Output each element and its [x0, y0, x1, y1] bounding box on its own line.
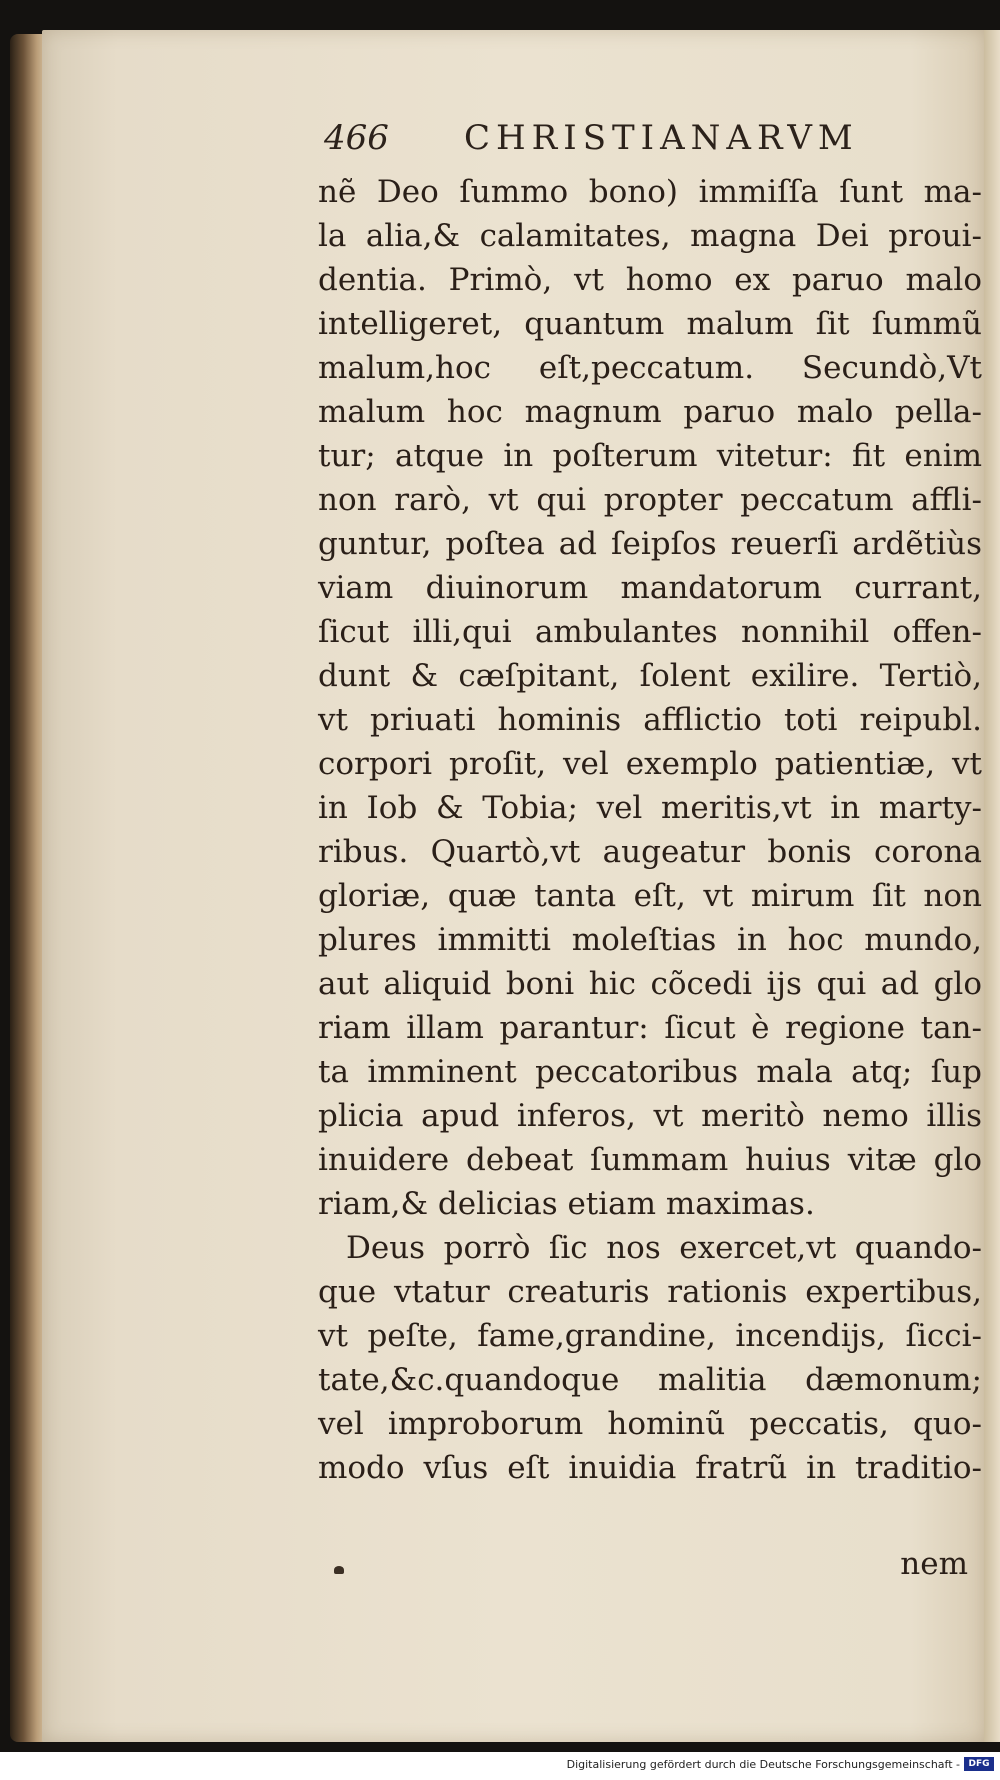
text-line: corpori proſit, vel exemplo patientiæ, vt	[318, 746, 982, 782]
text-line: malum hoc magnum paruo malo pella-	[318, 394, 982, 430]
text-line: plicia apud inferos, vt meritò nemo illis	[318, 1098, 982, 1134]
text-line: tate,&c.quandoque malitia dæmonum;	[318, 1362, 982, 1398]
text-line: ta imminent peccatoribus mala atq; ſup	[318, 1054, 982, 1090]
text-line: que vtatur creaturis rationis expertibus,	[318, 1274, 982, 1310]
text-line: vel improborum hominũ peccatis, quo-	[318, 1406, 982, 1442]
text-line: gloriæ, quæ tanta eſt, vt mirum ſit non	[318, 878, 982, 914]
printer-mark	[334, 1566, 344, 1574]
text-line: inuidere debeat ſummam huius vitæ glo	[318, 1142, 982, 1178]
text-line: riam,& delicias etiam maximas.	[318, 1186, 815, 1222]
text-line: Deus porrò ſic nos exercet,vt quando-	[346, 1230, 982, 1266]
text-line: ribus. Quartò,vt augeatur bonis corona	[318, 834, 982, 870]
page-number: 466	[324, 118, 389, 158]
body-text	[318, 170, 982, 1490]
page-header	[324, 118, 984, 166]
page-right-shadow	[984, 30, 1000, 1742]
text-line: aut aliquid boni hic cõcedi ijs qui ad glo	[318, 966, 982, 1002]
text-line: dentia. Primò, vt homo ex paruo malo	[318, 262, 982, 298]
text-line: plures immitti moleſtias in hoc mundo,	[318, 922, 982, 958]
text-line: viam diuinorum mandatorum currant,	[318, 570, 982, 606]
text-line: vt priuati hominis afflictio toti reipubl.	[318, 702, 982, 738]
funding-credit: Digitalisierung gefördert durch die Deutsche Forschungsgemeinschaft -	[566, 1758, 960, 1771]
text-line: modo vſus eſt inuidia fratrũ in traditio-	[318, 1450, 982, 1486]
text-line: riam illam parantur: ſicut è regione tan-	[318, 1010, 982, 1046]
text-line: non rarò, vt qui propter peccatum affli-	[318, 482, 982, 518]
text-line: vt peſte, fame,grandine, incendijs, ſicci-	[318, 1318, 982, 1354]
text-line: in Iob & Tobia; vel meritis,vt in marty-	[318, 790, 982, 826]
text-line: tur; atque in poſterum vitetur: fit enim	[318, 438, 982, 474]
text-line: intelligeret, quantum malum ſit ſummũ	[318, 306, 982, 342]
dfg-logo: DFG	[964, 1757, 994, 1771]
text-line: malum,hoc eſt,peccatum. Secundò,Vt	[318, 350, 982, 386]
catchword: nem	[900, 1546, 968, 1582]
text-line: ſicut illi,qui ambulantes nonnihil offen-	[318, 614, 982, 650]
text-line: nẽ Deo ſummo bono) immiſſa ſunt ma-	[318, 174, 982, 210]
text-line: la alia,& calamitates, magna Dei proui-	[318, 218, 982, 254]
running-title: CHRISTIANARVM	[464, 118, 859, 158]
digitization-footer	[0, 1752, 1000, 1780]
text-line: guntur, poſtea ad ſeipſos reuerſi ardẽtiùs	[318, 526, 982, 562]
text-line: dunt & cæſpitant, ſolent exilire. Tertiò,	[318, 658, 982, 694]
